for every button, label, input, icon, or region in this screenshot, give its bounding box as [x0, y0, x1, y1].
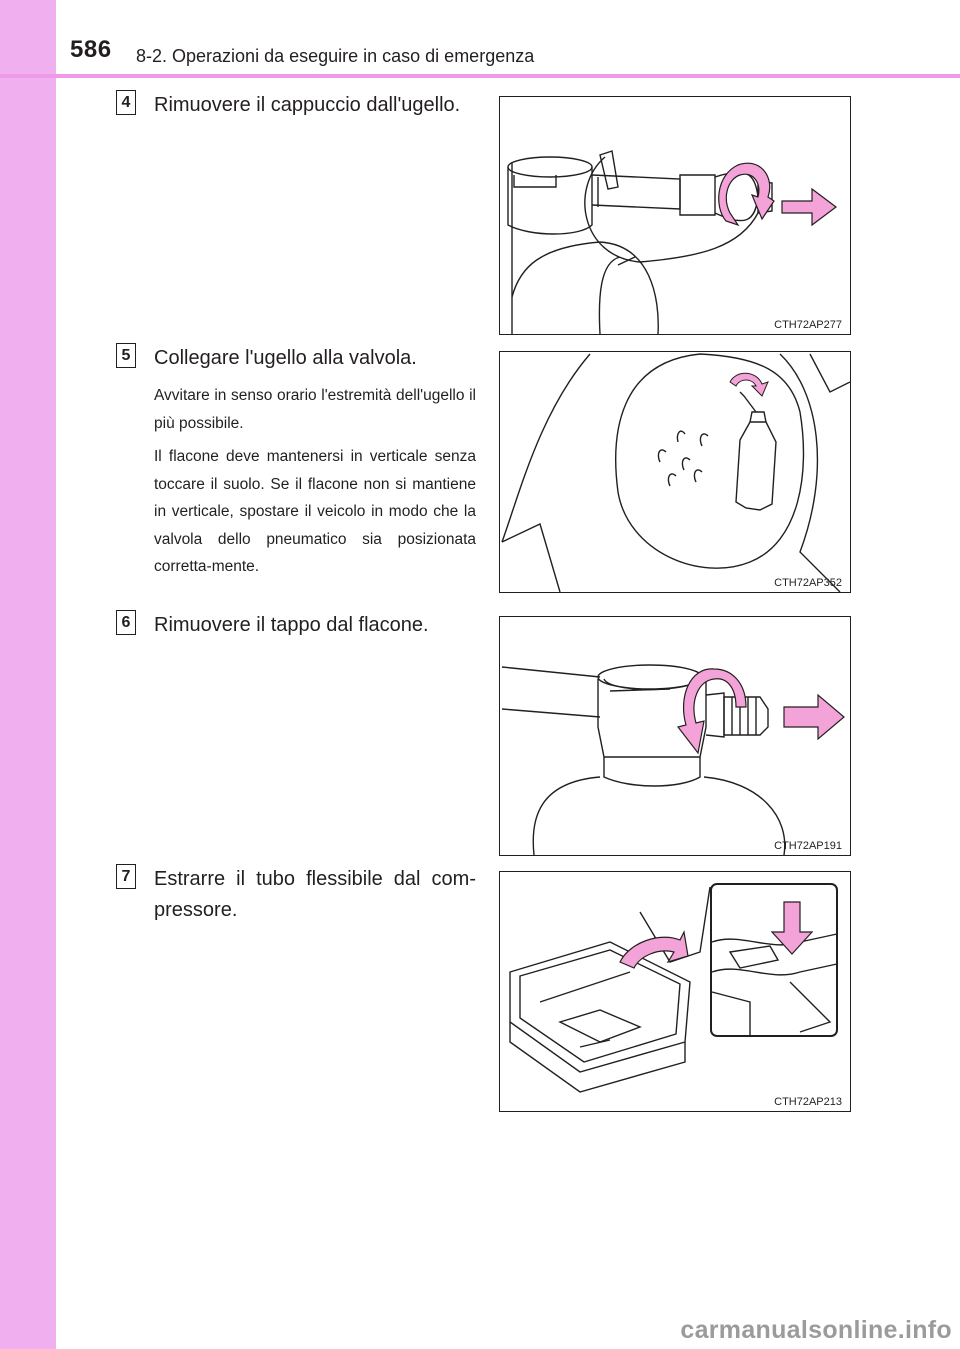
step-paragraph: Avvitare in senso orario l'estremità dell'ugello il più possibile. [154, 387, 476, 432]
section-title: 8-2. Operazioni da eseguire in caso di emergenza [136, 46, 535, 66]
step-title: Rimuovere il cappuccio dall'ugello. [154, 94, 461, 116]
figure-extract-hose [499, 871, 851, 1112]
compressor-hose-illustration [500, 872, 850, 1111]
watermark: carmanualsonline.info [680, 1316, 952, 1344]
figure-remove-nozzle-cap [499, 96, 851, 335]
page-number: 586 [70, 36, 112, 63]
detail-inset [711, 884, 837, 1036]
bottle-cap-illustration [500, 617, 850, 855]
step-paragraph: Il flacone deve mantenersi in verticale senza toccare il suolo. Se il flacone non si mantiene in verticale, spostare il veicolo in modo che la valvola dello pneumatico sia posizionata corretta-mente. [154, 448, 476, 575]
step-number-badge: 4 [116, 90, 136, 115]
figure-connect-nozzle-valve [499, 351, 851, 593]
step-7 [116, 864, 476, 1064]
step-number-badge: 7 [116, 864, 136, 889]
figure-remove-bottle-cap [499, 616, 851, 856]
header-rule [0, 74, 960, 78]
figure-code: CTH72AP277 [774, 319, 842, 331]
figure-code: CTH72AP352 [774, 577, 842, 589]
rotate-arrow-icon [678, 669, 746, 753]
step-4 [116, 90, 476, 290]
step-number-badge: 5 [116, 343, 136, 368]
valve-connection-illustration [500, 352, 850, 592]
lift-arrow-icon [620, 932, 688, 968]
pull-arrow-icon [782, 189, 836, 225]
nozzle-cap-illustration [500, 97, 850, 334]
step-5 [116, 343, 476, 603]
rotate-arrow-icon [719, 163, 774, 225]
step-6 [116, 610, 476, 810]
figure-code: CTH72AP191 [774, 840, 842, 852]
step-title: Collegare l'ugello alla valvola. [154, 347, 417, 369]
sidebar-tab [0, 0, 56, 1349]
figure-code: CTH72AP213 [774, 1096, 842, 1108]
rotate-arrow-icon [730, 373, 768, 396]
pull-arrow-icon [784, 695, 844, 739]
step-number-badge: 6 [116, 610, 136, 635]
step-title: Rimuovere il tappo dal flacone. [154, 614, 429, 636]
step-title: Estrarre il tubo flessibile dal com-pressore. [154, 868, 476, 921]
